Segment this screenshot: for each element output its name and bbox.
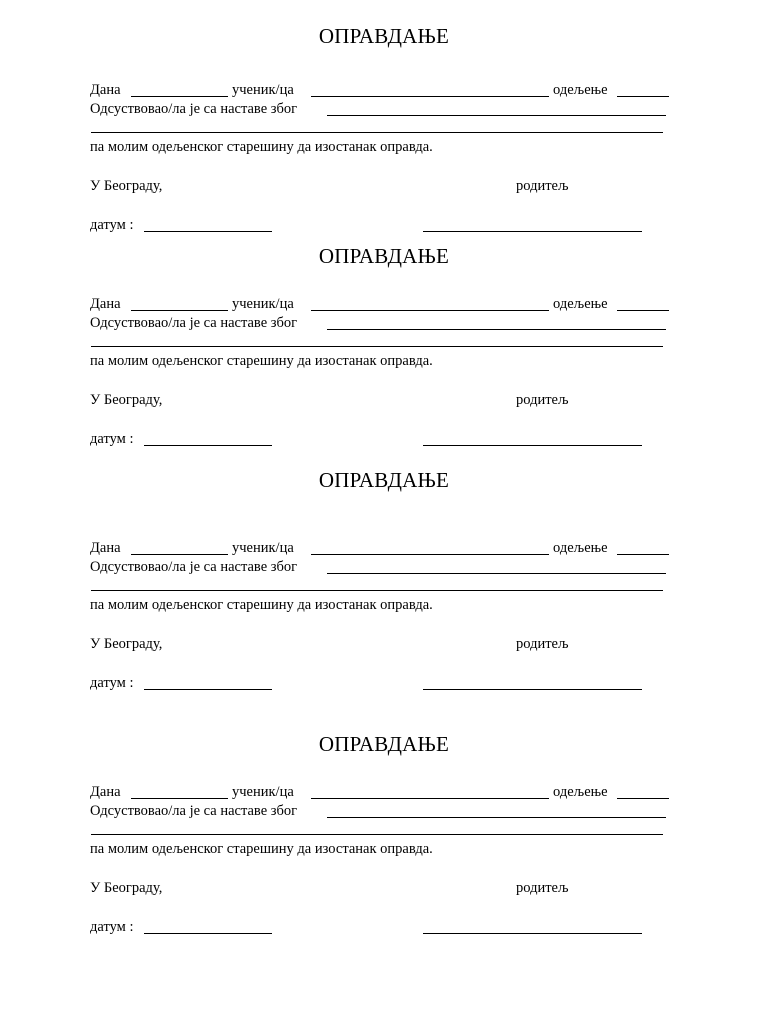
class-blank-line[interactable] (617, 96, 669, 97)
class-blank-line[interactable] (617, 798, 669, 799)
student-label: ученик/ца (232, 82, 294, 98)
excuse-form-2 (0, 225, 768, 450)
city-text: У Београду, (90, 880, 163, 896)
day-blank-line[interactable] (131, 554, 228, 555)
student-name-blank-line[interactable] (311, 798, 549, 799)
excuse-form-4 (0, 713, 768, 938)
absence-label: Одсуствовао/ла је са наставе због (90, 101, 298, 117)
reason-continuation-line[interactable] (91, 590, 663, 591)
student-label: ученик/ца (232, 784, 294, 800)
day-blank-line[interactable] (131, 310, 228, 311)
day-blank-line[interactable] (131, 96, 228, 97)
date-label: датум : (90, 919, 134, 935)
parent-signature-line[interactable] (423, 445, 642, 446)
date-label: датум : (90, 217, 134, 233)
date-blank-line[interactable] (144, 445, 272, 446)
form-title: ОПРАВДАЊЕ (318, 732, 450, 756)
parent-signature-line[interactable] (423, 933, 642, 934)
reason-continuation-line[interactable] (91, 346, 663, 347)
request-text: па молим одељенског старешину да изостанак оправда. (90, 597, 433, 613)
parent-label: родитељ (516, 392, 569, 408)
reason-continuation-line[interactable] (91, 132, 663, 133)
form-title: ОПРАВДАЊЕ (318, 24, 450, 48)
parent-label: родитељ (516, 880, 569, 896)
student-label: ученик/ца (232, 296, 294, 312)
day-label: Дана (90, 540, 121, 556)
class-blank-line[interactable] (617, 554, 669, 555)
student-name-blank-line[interactable] (311, 554, 549, 555)
reason-blank-line[interactable] (327, 573, 666, 574)
reason-blank-line[interactable] (327, 817, 666, 818)
day-label: Дана (90, 784, 121, 800)
reason-continuation-line[interactable] (91, 834, 663, 835)
class-label: одељење (553, 540, 608, 556)
class-label: одељење (553, 784, 608, 800)
day-blank-line[interactable] (131, 798, 228, 799)
request-text: па молим одељенског старешину да изостанак оправда. (90, 353, 433, 369)
request-text: па молим одељенског старешину да изостанак оправда. (90, 139, 433, 155)
date-blank-line[interactable] (144, 933, 272, 934)
city-text: У Београду, (90, 178, 163, 194)
parent-signature-line[interactable] (423, 689, 642, 690)
day-label: Дана (90, 296, 121, 312)
excuse-form-3 (0, 449, 768, 691)
class-blank-line[interactable] (617, 310, 669, 311)
absence-label: Одсуствовао/ла је са наставе због (90, 315, 298, 331)
student-label: ученик/ца (232, 540, 294, 556)
reason-blank-line[interactable] (327, 115, 666, 116)
class-label: одељење (553, 82, 608, 98)
date-label: датум : (90, 675, 134, 691)
class-label: одељење (553, 296, 608, 312)
form-title: ОПРАВДАЊЕ (318, 244, 450, 268)
city-text: У Београду, (90, 636, 163, 652)
date-blank-line[interactable] (144, 689, 272, 690)
reason-blank-line[interactable] (327, 329, 666, 330)
absence-label: Одсуствовао/ла је са наставе због (90, 559, 298, 575)
excuse-form-1 (0, 5, 768, 233)
request-text: па молим одељенског старешину да изостанак оправда. (90, 841, 433, 857)
day-label: Дана (90, 82, 121, 98)
parent-label: родитељ (516, 636, 569, 652)
form-title: ОПРАВДАЊЕ (318, 468, 450, 492)
student-name-blank-line[interactable] (311, 310, 549, 311)
date-label: датум : (90, 431, 134, 447)
absence-label: Одсуствовао/ла је са наставе због (90, 803, 298, 819)
parent-label: родитељ (516, 178, 569, 194)
student-name-blank-line[interactable] (311, 96, 549, 97)
city-text: У Београду, (90, 392, 163, 408)
